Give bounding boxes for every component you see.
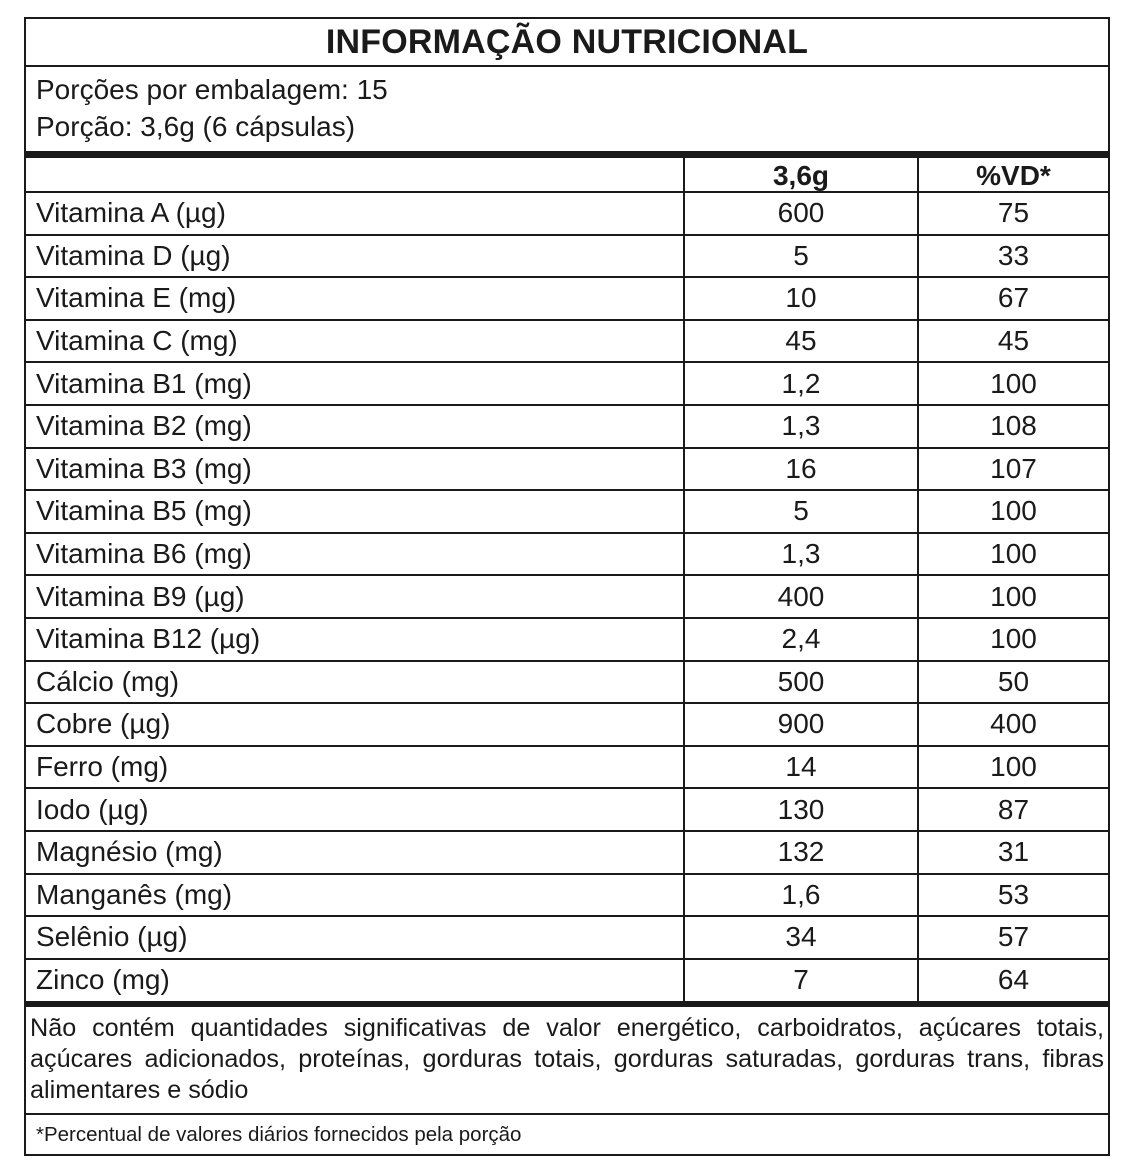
nutrient-name: Vitamina E (mg): [26, 277, 684, 320]
nutrient-amount: 34: [684, 916, 918, 959]
table-row: [26, 788, 1108, 831]
nutrient-amount: 1,2: [684, 362, 918, 405]
table-row: [26, 277, 1108, 320]
nutrient-dv: 31: [918, 831, 1108, 874]
nutrient-dv: 75: [918, 192, 1108, 235]
table-row: [26, 575, 1108, 618]
nutrient-name: Zinco (mg): [36, 964, 170, 996]
table-row: [26, 703, 1108, 746]
nutrient-name: Magnésio (mg): [26, 831, 684, 874]
nutrient-dv: 100: [918, 362, 1108, 405]
nutrient-dv: 100: [918, 533, 1108, 576]
nutrient-name: Vitamina B6 (mg): [26, 533, 684, 576]
nutrient-amount: 500: [684, 661, 918, 704]
nutrient-dv: 53: [918, 874, 1108, 917]
header-amount: 3,6g: [684, 158, 918, 192]
table-row: [26, 362, 1108, 405]
table-row: [26, 661, 1108, 704]
nutrition-facts-label: [24, 17, 1110, 1156]
table-row: [26, 320, 1108, 363]
nutrient-name: Cálcio (mg): [26, 661, 684, 704]
nutrient-amount: 600: [684, 192, 918, 235]
table-row: [26, 405, 1108, 448]
nutrient-name: Iodo (µg): [26, 788, 684, 831]
nutrient-dv: 33: [918, 235, 1108, 278]
nutrient-amount: 2,4: [684, 618, 918, 661]
nutrient-dv: 100: [918, 746, 1108, 789]
nutrient-dv: 50: [918, 661, 1108, 704]
nutrient-name: Selênio (µg): [26, 916, 684, 959]
nutrient-dv: 45: [918, 320, 1108, 363]
table-header-row: [26, 158, 1108, 192]
header-dv: %VD*: [918, 158, 1108, 192]
nutrient-amount: 5: [684, 235, 918, 278]
nutrient-dv: 100: [918, 575, 1108, 618]
table-row: [26, 235, 1108, 278]
nutrient-amount: 7: [684, 959, 918, 1002]
nutrient-amount: 14: [684, 746, 918, 789]
nutrient-amount: 16: [684, 448, 918, 491]
nutrient-amount: 10: [684, 277, 918, 320]
nutrient-amount: 132: [684, 831, 918, 874]
table-row: [26, 916, 1108, 959]
nutrient-dv: 64: [918, 959, 1108, 1002]
nutrient-amount: 5: [684, 490, 918, 533]
nutrient-dv: 87: [918, 788, 1108, 831]
nutrient-name: Vitamina B5 (mg): [26, 490, 684, 533]
table-row: [26, 192, 1108, 235]
table-row: [26, 490, 1108, 533]
nutrient-amount: 45: [684, 320, 918, 363]
nutrient-dv: 108: [918, 405, 1108, 448]
table-row: [26, 959, 1108, 1002]
label-title: INFORMAÇÃO NUTRICIONAL: [26, 19, 1108, 67]
serving-info: [26, 67, 1108, 151]
nutrient-name: Manganês (mg): [26, 874, 684, 917]
table-row: [26, 746, 1108, 789]
serving-size: Porção: 3,6g (6 cápsulas): [36, 111, 356, 142]
nutrient-name: Ferro (mg): [26, 746, 684, 789]
nutrient-name: Vitamina B1 (mg): [26, 362, 684, 405]
nutrient-amount: 130: [684, 788, 918, 831]
servings-per-package: Porções por embalagem: 15: [36, 74, 388, 105]
thick-divider: [26, 151, 1108, 158]
table-row: [26, 448, 1108, 491]
nutrient-amount: 1,3: [684, 533, 918, 576]
header-nutrient: [26, 158, 684, 192]
not-significant-note: Não contém quantidades significativas de valor energético, carboidratos, açúcares totais, açúcares adicionados, proteínas, gorduras totais, gorduras saturadas, gorduras trans, fibras alimentares e sódio: [26, 1007, 1108, 1115]
nutrient-name: Vitamina D (µg): [26, 235, 684, 278]
table-row: [26, 533, 1108, 576]
nutrient-name: Vitamina B2 (mg): [26, 405, 684, 448]
nutrient-table: [26, 158, 1108, 1001]
nutrient-amount: 1,3: [684, 405, 918, 448]
nutrient-amount: 1,6: [684, 874, 918, 917]
nutrient-dv: 57: [918, 916, 1108, 959]
nutrient-name: Vitamina B3 (mg): [26, 448, 684, 491]
nutrient-name: Vitamina C (mg): [26, 320, 684, 363]
table-row: [26, 831, 1108, 874]
nutrient-dv: 107: [918, 448, 1108, 491]
dv-footnote: *Percentual de valores diários fornecidos pela porção: [36, 1123, 522, 1147]
nutrient-amount: 400: [684, 575, 918, 618]
nutrient-dv: 67: [918, 277, 1108, 320]
nutrient-dv: 100: [918, 618, 1108, 661]
nutrient-name: Vitamina B12 (µg): [26, 618, 684, 661]
nutrient-amount: 900: [684, 703, 918, 746]
table-row: [26, 618, 1108, 661]
nutrient-dv: 100: [918, 490, 1108, 533]
nutrient-name: Vitamina A (µg): [26, 192, 684, 235]
nutrient-name: Vitamina B9 (µg): [26, 575, 684, 618]
table-row: [26, 874, 1108, 917]
nutrient-name: Cobre (µg): [26, 703, 684, 746]
nutrient-dv: 400: [918, 703, 1108, 746]
